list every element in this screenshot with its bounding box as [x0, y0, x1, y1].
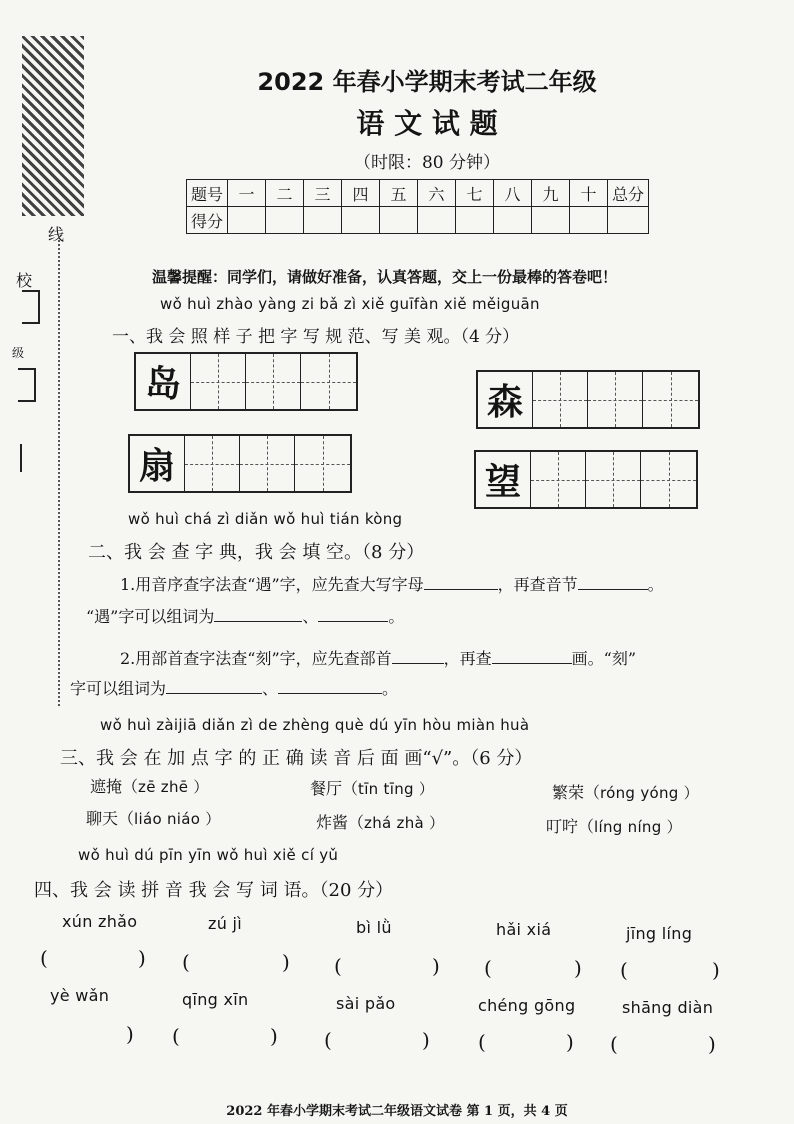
writing-cell[interactable] — [191, 354, 246, 409]
separator: 、 — [302, 607, 319, 626]
score-cell[interactable] — [608, 207, 649, 234]
answer-paren-open: ( — [334, 954, 342, 978]
q2-item2-line1 — [120, 646, 636, 669]
writing-cell[interactable] — [531, 452, 586, 507]
answer-box[interactable] — [496, 962, 572, 988]
q2-item2-text3: 画。“刻” — [571, 649, 637, 668]
answer-paren-close: ) — [574, 956, 582, 980]
q2-item1-end: 。 — [647, 575, 664, 594]
writing-cell[interactable] — [533, 372, 588, 427]
answer-box[interactable] — [40, 1028, 124, 1054]
q3-heading: 三、我 会 在 加 点 字 的 正 确 读 音 后 面 画“√”。（6 分） — [60, 748, 533, 769]
q1-pinyin: wǒ huì zhào yàng zi bǎ zì xiě guīfàn xiě měiguān — [160, 295, 540, 313]
answer-paren-close: ) — [712, 958, 720, 982]
answer-box[interactable] — [52, 952, 136, 978]
answer-paren-open: ( — [40, 946, 48, 970]
answer-paren-close: ) — [126, 1022, 134, 1046]
exam-subtitle: 语 文 试 题 — [356, 107, 498, 140]
item-word: 聊天（ — [86, 809, 135, 828]
item-options: líng níng ） — [594, 818, 682, 836]
writing-grid-1 — [134, 352, 358, 411]
pinyin-prompt: jīng líng — [626, 924, 693, 943]
class-bracket — [18, 368, 36, 402]
pinyin-prompt: sài pǎo — [336, 994, 396, 1013]
score-cell[interactable] — [532, 207, 570, 234]
q2-item1-text2: ，再查音节 — [497, 575, 578, 594]
answer-paren-close: ) — [270, 1024, 278, 1048]
answer-paren-open: ( — [610, 1032, 618, 1056]
score-cell[interactable] — [304, 207, 342, 234]
reading-item[interactable] — [316, 810, 444, 833]
score-cell[interactable] — [266, 207, 304, 234]
item-options: tīn tīng ） — [358, 780, 435, 798]
item-options: liáo niáo ） — [134, 810, 221, 828]
reading-item[interactable] — [310, 776, 434, 799]
item-word: 叮咛（ — [546, 817, 595, 836]
pinyin-prompt: yè wǎn — [50, 986, 110, 1005]
answer-box[interactable] — [194, 956, 278, 982]
answer-paren-close: ) — [138, 946, 146, 970]
q2-item2-line2 — [70, 676, 398, 699]
q2-item1-words-label: “遇”字可以组词为 — [86, 607, 215, 626]
reminder: 温馨提醒：同学们，请做好准备，认真答题，交上一份最棒的答卷吧！ — [152, 268, 618, 286]
score-cell[interactable] — [570, 207, 608, 234]
blank-word-2[interactable] — [318, 605, 388, 622]
answer-paren-open: ( — [172, 1024, 180, 1048]
writing-grid-3 — [128, 434, 352, 493]
score-header-cell: 题号 — [187, 180, 228, 207]
score-cell[interactable] — [494, 207, 532, 234]
period: 。 — [382, 679, 399, 698]
q2-item1-line1 — [120, 572, 664, 595]
pinyin-prompt: zú jì — [208, 914, 243, 933]
blank-syllable[interactable] — [578, 573, 648, 590]
answer-paren-close: ) — [708, 1032, 716, 1056]
blank-word-1[interactable] — [214, 605, 302, 622]
writing-cell[interactable] — [246, 354, 301, 409]
margin-class-label: 级 — [12, 346, 25, 360]
writing-cell[interactable] — [301, 354, 356, 409]
answer-paren-open: ( — [324, 1028, 332, 1052]
answer-paren-open: ( — [484, 956, 492, 980]
score-cell[interactable] — [418, 207, 456, 234]
pinyin-prompt: qīng xīn — [182, 990, 249, 1009]
score-header-cell: 总分 — [608, 180, 649, 207]
cut-line — [58, 236, 60, 706]
separator: 、 — [262, 679, 279, 698]
score-row-label: 得分 — [187, 207, 228, 234]
score-header-cell: 八 — [494, 180, 532, 207]
answer-box[interactable] — [632, 964, 710, 990]
item-options: róng yóng ） — [600, 784, 699, 802]
score-header-cell: 五 — [380, 180, 418, 207]
q2-pinyin: wǒ huì chá zì diǎn wǒ huì tián kòng — [128, 510, 403, 528]
writing-cell[interactable] — [588, 372, 643, 427]
q2-item1-text: 1.用音序查字法查“遇”字，应先查大写字母 — [120, 575, 424, 594]
blank-word-3[interactable] — [166, 677, 262, 694]
q1-heading: 一、我 会 照 样 子 把 字 写 规 范、写 美 观。（4 分） — [112, 327, 520, 347]
model-char: 望 — [476, 452, 531, 507]
writing-cell[interactable] — [240, 436, 295, 491]
score-header-cell: 七 — [456, 180, 494, 207]
score-header-cell: 六 — [418, 180, 456, 207]
score-cell[interactable] — [456, 207, 494, 234]
reading-item[interactable] — [90, 774, 209, 797]
score-header-cell: 九 — [532, 180, 570, 207]
answer-paren-close: ) — [282, 950, 290, 974]
answer-paren-open: ( — [478, 1030, 486, 1054]
q4-heading: 四、我 会 读 拼 音 我 会 写 词 语。（20 分） — [34, 880, 394, 901]
answer-paren-close: ) — [566, 1030, 574, 1054]
pinyin-prompt: hǎi xiá — [496, 920, 552, 939]
pinyin-prompt: bì lǜ — [356, 918, 392, 937]
score-header-cell: 一 — [228, 180, 266, 207]
pinyin-prompt: xún zhǎo — [62, 912, 138, 931]
item-word: 炸酱（ — [316, 813, 365, 832]
school-bracket — [22, 290, 40, 324]
score-cell[interactable] — [228, 207, 266, 234]
q3-pinyin: wǒ huì zàijiā diǎn zì de zhèng què dú yīn hòu miàn huà — [100, 716, 530, 734]
score-cell[interactable] — [342, 207, 380, 234]
blank-word-4[interactable] — [278, 677, 382, 694]
blank-strokes[interactable] — [492, 647, 572, 664]
answer-paren-open: ( — [182, 950, 190, 974]
writing-grid-4 — [474, 450, 698, 509]
q2-item2-text2: ，再查 — [443, 649, 492, 668]
model-char: 岛 — [136, 354, 191, 409]
answer-box[interactable] — [346, 960, 430, 986]
writing-grid-2 — [476, 370, 700, 429]
answer-box[interactable] — [490, 1036, 564, 1062]
score-header-cell: 十 — [570, 180, 608, 207]
answer-box[interactable] — [336, 1034, 420, 1060]
q2-item1-line2 — [86, 604, 404, 627]
blank-capital-letter[interactable] — [424, 573, 498, 590]
answer-box[interactable] — [184, 1030, 268, 1056]
reading-item[interactable] — [86, 806, 221, 829]
item-options: zhá zhà ） — [364, 814, 445, 832]
item-word: 繁荣（ — [552, 783, 601, 802]
time-limit: （时限：80 分钟） — [353, 153, 501, 173]
writing-cell[interactable] — [185, 436, 240, 491]
writing-cell[interactable] — [586, 452, 641, 507]
score-header-cell: 四 — [342, 180, 380, 207]
answer-paren-open: ( — [620, 958, 628, 982]
exam-title: 2022 年春小学期末考试二年级 — [257, 68, 597, 96]
q2-item2-words-label: 字可以组词为 — [70, 679, 167, 698]
q2-heading: 二、我 会 查 字 典，我 会 填 空。（8 分） — [88, 542, 425, 563]
margin-school-label: 校 — [16, 271, 33, 290]
margin-mark — [20, 444, 22, 472]
score-header-cell: 二 — [266, 180, 304, 207]
model-char: 森 — [478, 372, 533, 427]
margin-line-label: 线 — [48, 225, 65, 244]
writing-cell[interactable] — [295, 436, 350, 491]
score-table — [186, 179, 649, 234]
score-cell[interactable] — [380, 207, 418, 234]
q4-pinyin: wǒ huì dú pīn yīn wǒ huì xiě cí yǔ — [78, 846, 339, 864]
pinyin-prompt: chéng gōng — [478, 996, 576, 1015]
reading-item[interactable] — [552, 780, 699, 803]
writing-cell[interactable] — [643, 372, 698, 427]
item-word: 餐厅（ — [310, 779, 359, 798]
period: 。 — [388, 607, 405, 626]
writing-cell[interactable] — [641, 452, 696, 507]
pinyin-prompt: shāng diàn — [622, 998, 714, 1017]
item-options: zē zhē ） — [138, 778, 209, 796]
model-char: 扇 — [130, 436, 185, 491]
answer-paren-close: ) — [432, 954, 440, 978]
reading-item[interactable] — [546, 814, 682, 837]
item-word: 遮掩（ — [90, 777, 139, 796]
q2-item2-text: 2.用部首查字法查“刻”字，应先查部首 — [120, 649, 392, 668]
answer-box[interactable] — [622, 1038, 706, 1064]
blank-radical[interactable] — [392, 647, 444, 664]
score-header-cell: 三 — [304, 180, 342, 207]
page-footer: 2022 年春小学期末考试二年级语文试卷 第 1 页，共 4 页 — [226, 1104, 568, 1119]
answer-paren-close: ) — [422, 1028, 430, 1052]
